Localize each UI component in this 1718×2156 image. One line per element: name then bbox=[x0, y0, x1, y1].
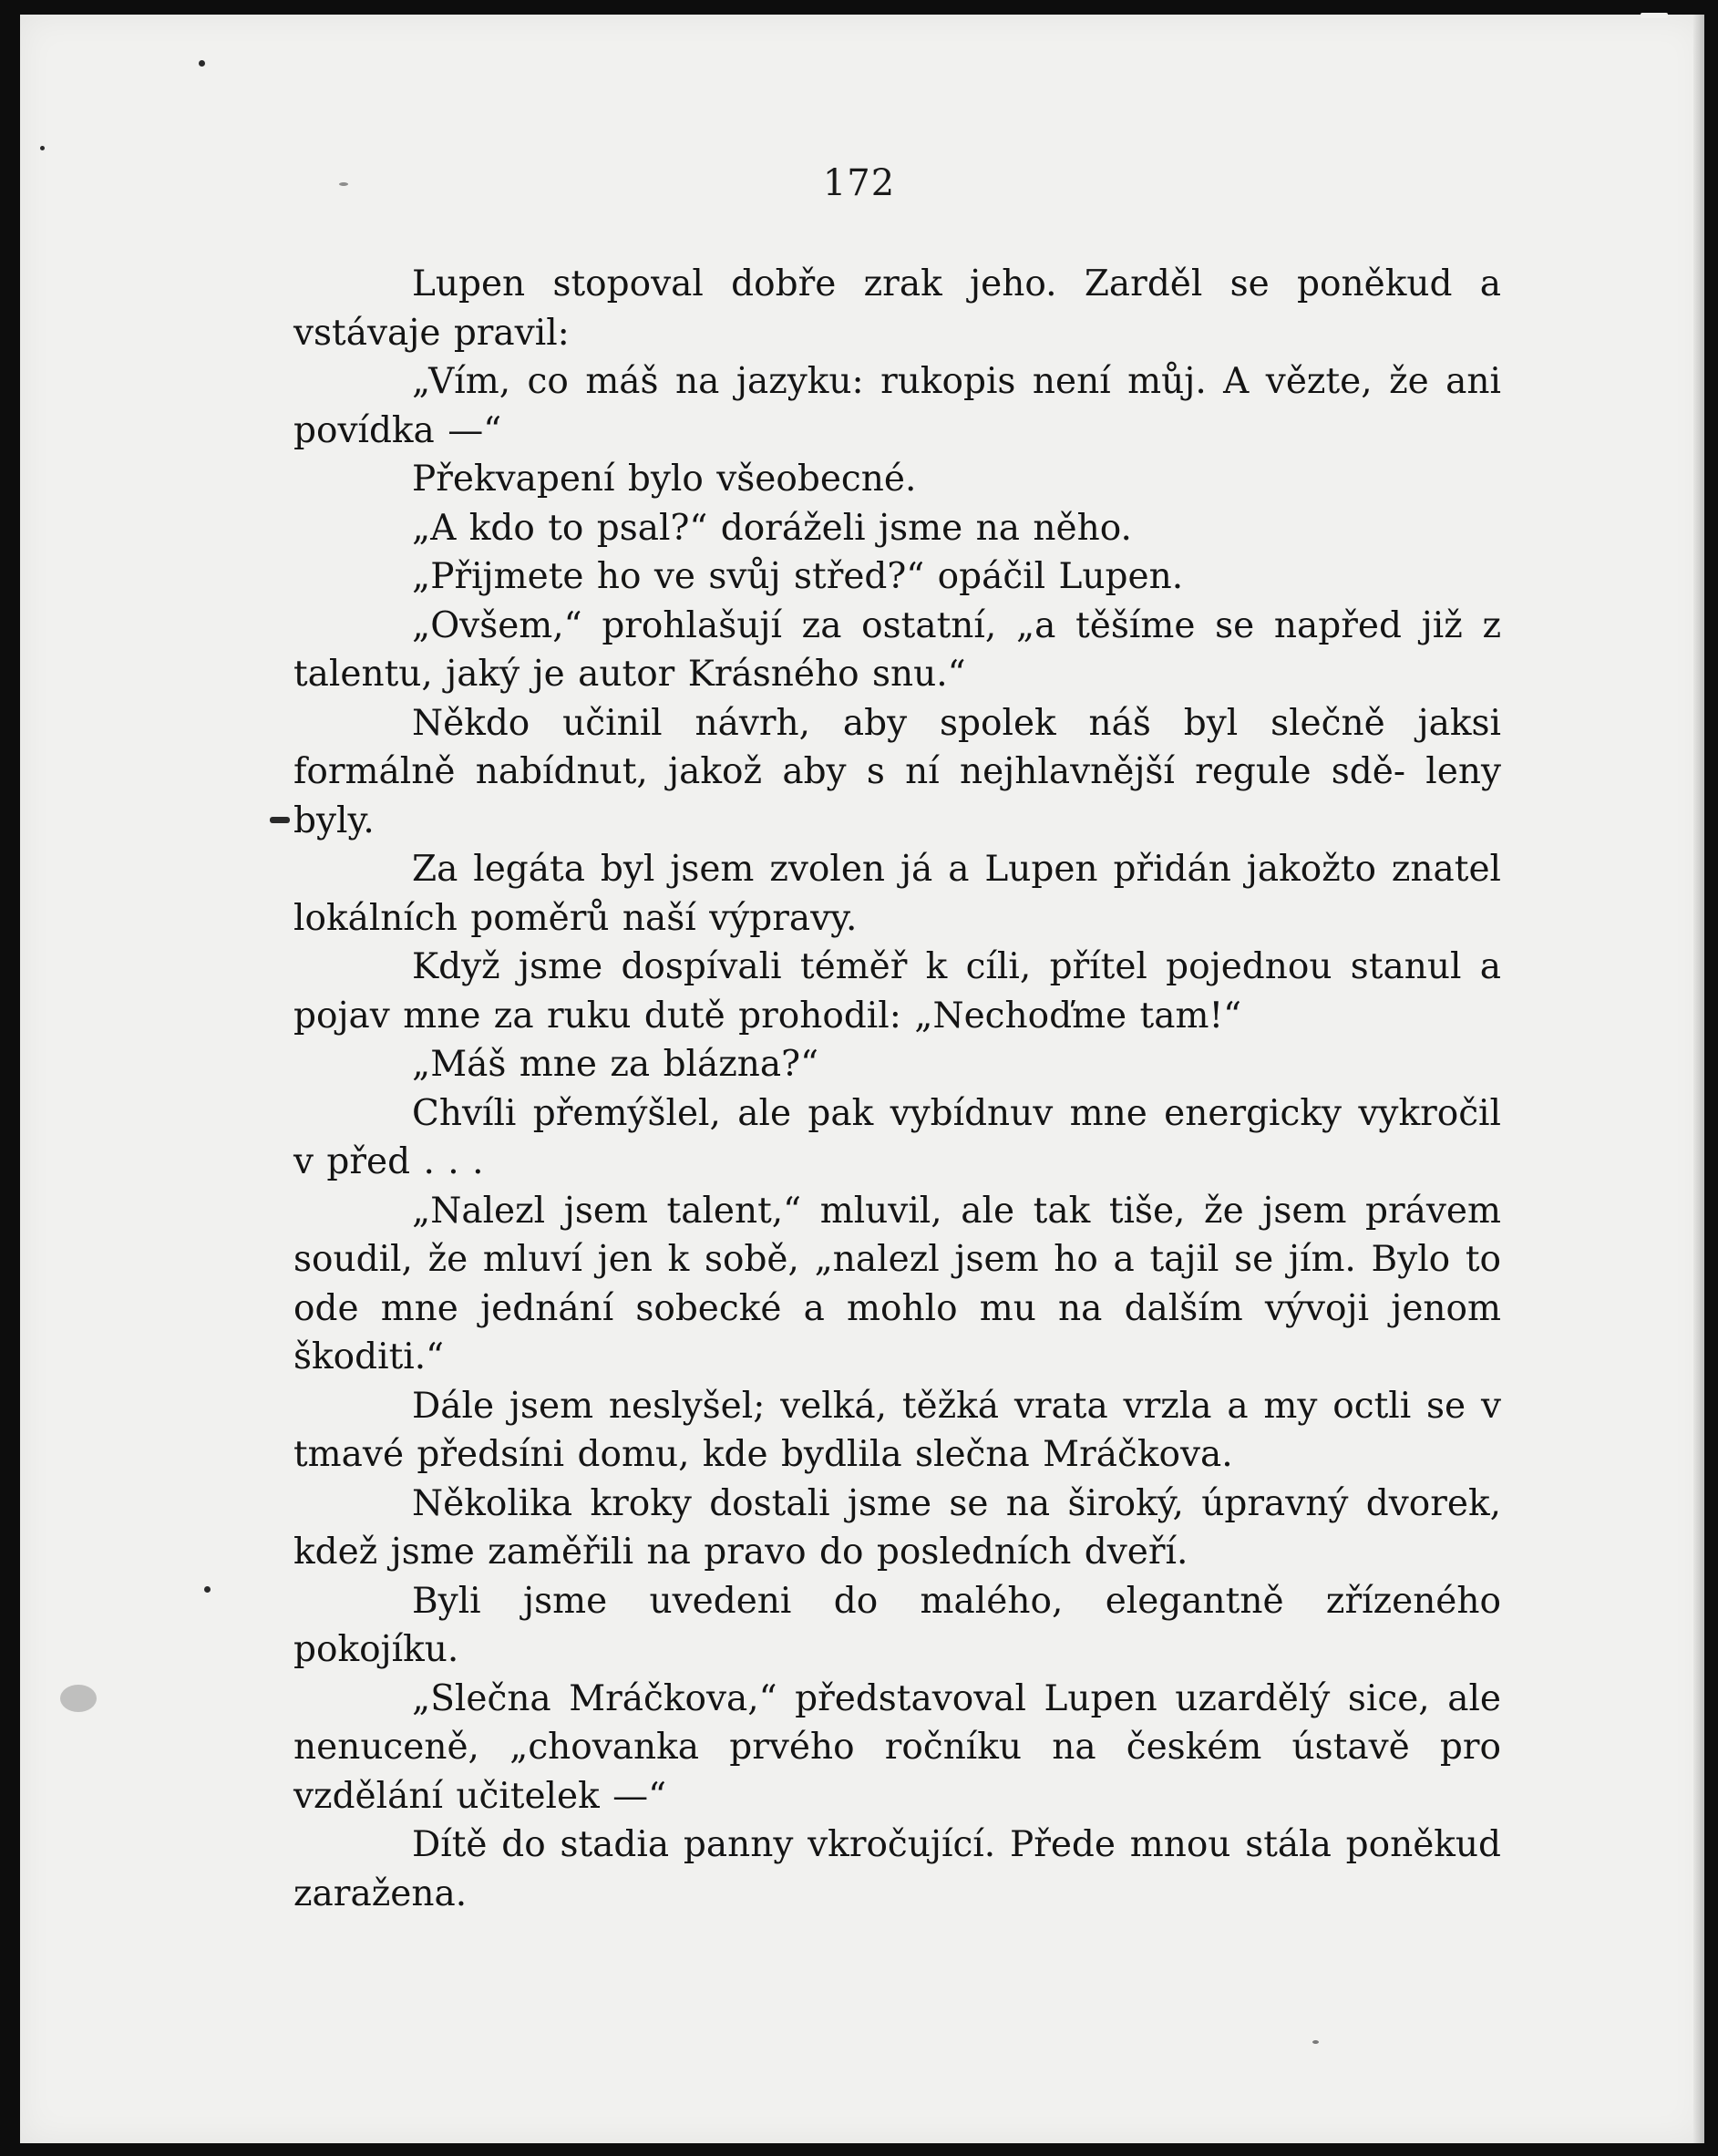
paragraph: „Ovšem,“ prohlašují za ostatní, „a těšíme se napřed již z talentu, jaký je autor Krásného snu.“ bbox=[293, 604, 1501, 695]
dust-speck bbox=[60, 1685, 97, 1712]
paragraph: Někdo učinil návrh, aby spolek náš byl slečně jaksi formálně nabídnut, jakož aby s ní nejhlavnější regule sdě- leny byly. bbox=[293, 702, 1501, 841]
paragraph: Několika kroky dostali jsme se na široký, úpravný dvorek, kdež jsme zaměřili na pravo do posledních dveří. bbox=[293, 1482, 1501, 1573]
paragraph: „Slečna Mráčkova,“ představoval Lupen uzardělý sice, ale nenuceně, „chovanka prvého ročníku na českém ústavě pro vzdělání učitelek —“ bbox=[293, 1677, 1501, 1817]
dust-speck bbox=[204, 1586, 211, 1593]
paragraph: „Máš mne za blázna?“ bbox=[412, 1044, 819, 1085]
paragraph: Překvapení bylo všeobecné. bbox=[412, 459, 917, 500]
paragraph: Dítě do stadia panny vkročující. Přede mnou stála poněkud zaražena. bbox=[293, 1824, 1501, 1914]
body-text bbox=[293, 260, 1501, 1918]
paragraph: Dále jsem neslyšel; velká, těžká vrata vrzla a my octli se v tmavé předsíni domu, kde bydlila slečna Mráčkova. bbox=[293, 1385, 1501, 1475]
dust-speck bbox=[199, 60, 205, 67]
dust-speck bbox=[1641, 13, 1668, 18]
page-number: 172 bbox=[822, 162, 896, 204]
dust-speck bbox=[1312, 2040, 1319, 2044]
paragraph: „Vím, co máš na jazyku: rukopis není můj. A vězte, že ani povídka —“ bbox=[293, 361, 1501, 451]
dust-speck bbox=[270, 817, 290, 823]
paragraph: Byli jsme uvedeni do malého, elegantně zřízeného pokojíku. bbox=[293, 1580, 1501, 1670]
paragraph: Chvíli přemýšlel, ale pak vybídnuv mne energicky vykročil v před . . . bbox=[293, 1092, 1501, 1182]
paragraph: Lupen stopoval dobře zrak jeho. Zarděl se poněkud a vstávaje pravil: bbox=[293, 263, 1501, 354]
paragraph: „Nalezl jsem talent,“ mluvil, ale tak tiše, že jsem právem soudil, že mluví jen k sobě, „nalezl jsem ho a tajil se jím. Bylo to ode mne jednání sobecké a mohlo mu na dalším vývoji jenom škoditi.“ bbox=[293, 1190, 1501, 1377]
page-edge-shadow bbox=[1693, 15, 1704, 2143]
paragraph: Za legáta byl jsem zvolen já a Lupen přidán jakožto znatel lokálních poměrů naší výpravy. bbox=[293, 849, 1501, 939]
dust-speck bbox=[40, 146, 45, 150]
paragraph: Když jsme dospívali téměř k cíli, přítel pojednou stanul a pojav mne za ruku dutě prohodil: „Nechoďme tam!“ bbox=[293, 946, 1501, 1037]
paragraph: „A kdo to psal?“ doráželi jsme na něho. bbox=[412, 507, 1132, 549]
paragraph: „Přijmete ho ve svůj střed?“ opáčil Lupen. bbox=[412, 556, 1184, 597]
